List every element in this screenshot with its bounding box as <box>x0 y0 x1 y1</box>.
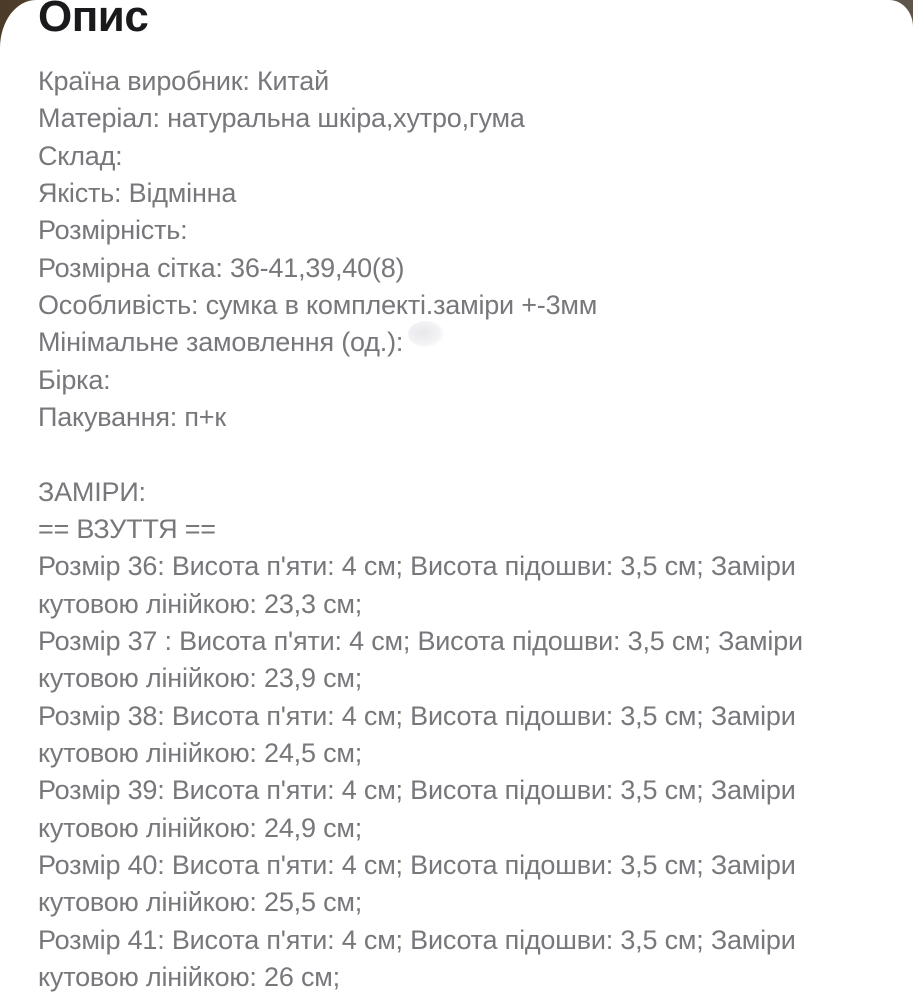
description-line-min-order: Мінімальне замовлення (од.): <box>38 327 404 358</box>
measurement-size-38-line2: кутовою лінійкою: 24,5 см; <box>38 737 363 768</box>
measurement-size-36-line2: кутовою лінійкою: 23,3 см; <box>38 588 363 619</box>
measurement-size-37-line2: кутовою лінійкою: 23,9 см; <box>38 663 363 694</box>
description-line-size-grid: Розмірна сітка: 36-41,39,40(8) <box>38 252 405 283</box>
description-line-tag: Бірка: <box>38 364 111 395</box>
blank-line <box>38 436 883 473</box>
measurement-size-41-line1: Розмір 41: Висота п'яти: 4 см; Висота підошви: 3,5 см; Заміри <box>38 924 796 955</box>
measurement-size-40-line2: кутовою лінійкою: 25,5 см; <box>38 887 363 918</box>
measurement-size-40-line1: Розмір 40: Висота п'яти: 4 см; Висота підошви: 3,5 см; Заміри <box>38 849 796 880</box>
measurement-size-37-line1: Розмір 37 : Висота п'яти: 4 см; Висота підошви: 3,5 см; Заміри <box>38 625 803 656</box>
description-line-feature: Особливість: сумка в комплекті.заміри +-3мм <box>38 289 598 320</box>
measurements-subsection-title: == ВЗУТТЯ == <box>38 513 216 544</box>
measurement-size-39-line2: кутовою лінійкою: 24,9 см; <box>38 812 363 843</box>
description-line-composition: Склад: <box>38 140 123 171</box>
measurement-size-38-line1: Розмір 38: Висота п'яти: 4 см; Висота підошви: 3,5 см; Заміри <box>38 700 796 731</box>
faint-artifact <box>408 321 444 347</box>
description-line-packaging: Пакування: п+к <box>38 401 226 432</box>
description-line-quality: Якість: Відмінна <box>38 177 237 208</box>
description-text <box>38 63 883 996</box>
description-line-material: Матеріал: натуральна шкіра,хутро,гума <box>38 103 525 134</box>
measurement-size-36-line1: Розмір 36: Висота п'яти: 4 см; Висота підошви: 3,5 см; Заміри <box>38 551 796 582</box>
description-line-sizing: Розмірність: <box>38 215 188 246</box>
measurement-size-41-line2: кутовою лінійкою: 26 см; <box>38 961 340 992</box>
page-title: Опис <box>38 0 149 41</box>
description-line-country: Країна виробник: Китай <box>38 66 329 96</box>
measurement-size-39-line1: Розмір 39: Висота п'яти: 4 см; Висота підошви: 3,5 см; Заміри <box>38 775 796 806</box>
measurements-section-title: ЗАМІРИ: <box>38 476 146 507</box>
